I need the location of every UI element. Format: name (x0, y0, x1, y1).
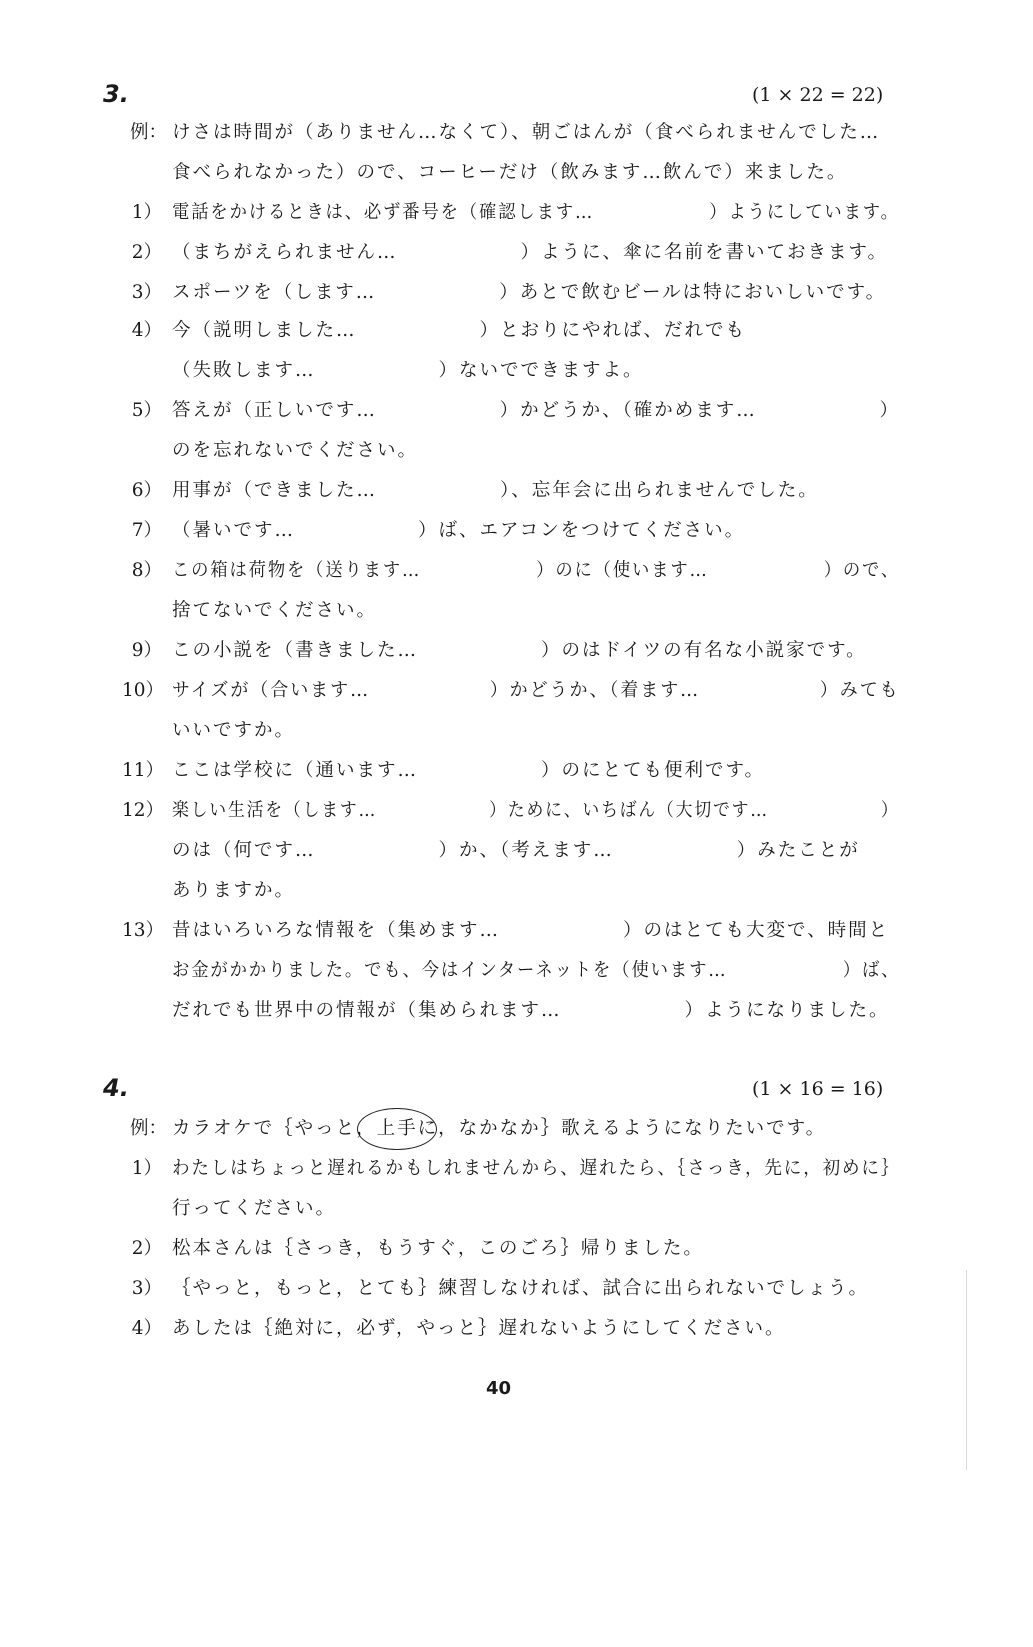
s3-item-3-number: 3） (131, 282, 162, 303)
s3-item-5-number: 5） (131, 400, 162, 421)
s3-item-10-number: 10） (122, 680, 165, 701)
s4-item-3-number: 3） (131, 1278, 162, 1299)
s4-item-3-line-1: ｛やっと，もっと，とても｝練習しなければ、試合に出られないでしょう。 (172, 1278, 870, 1299)
s3-item-4-line-2: （失敗します… ）ないでできますよ。 (172, 360, 644, 381)
section-3-number: 3. (103, 80, 129, 108)
s3-item-5-line-1: 答えが（正しいです… ）かどうか、（確かめます… ） (172, 400, 901, 421)
s4-item-2-number: 2） (131, 1238, 162, 1259)
s4-item-1-line-1: わたしはちょっと遅れるかもしれませんから、遅れたら、｛さっき，先に，初めに｝ (172, 1158, 901, 1179)
s4-item-2-line-1: 松本さんは｛さっき，もうすぐ，このごろ｝帰りました。 (172, 1238, 704, 1259)
s3-item-9-line-1: この小説を（書きました… ）のはドイツの有名な小説家です。 (172, 640, 867, 661)
s3-item-12-line-3: ありますか。 (172, 880, 296, 901)
page-number: 40 (486, 1378, 512, 1399)
s3-item-8-number: 8） (131, 560, 162, 581)
s3-item-11-line-1: ここは学校に（通います… ）のにとても便利です。 (172, 760, 766, 781)
s4-item-1-number: 1） (131, 1158, 162, 1179)
s3-item-4-line-1: 今（説明しました… ）とおりにやれば、だれでも (172, 320, 747, 341)
s3-item-2-number: 2） (131, 242, 162, 263)
s3-item-11-number: 11） (122, 760, 165, 781)
s3-item-13-line-2: お金がかかりました。でも、今はインターネットを（使います… ）ば、 (172, 960, 901, 981)
s3-item-13-line-3: だれでも世界中の情報が（集められます… ）ようになりました。 (172, 1000, 890, 1021)
s4-item-4-line-1: あしたは｛絶対に，必ず，やっと｝遅れないようにしてください。 (172, 1318, 786, 1339)
section-4-example-label: 例： (130, 1118, 168, 1139)
s3-item-13-number: 13） (122, 920, 165, 941)
s3-item-1-line-1: 電話をかけるときは、必ず番号を（確認します… ）ようにしています。 (172, 202, 900, 223)
s3-item-10-line-1: サイズが（合います… ）かどうか、（着ます… ）みても (172, 680, 900, 701)
section-4-number: 4. (103, 1074, 129, 1102)
s3-item-8-line-2: 捨てないでください。 (172, 600, 378, 621)
s3-item-7-number: 7） (131, 520, 162, 541)
s3-item-7-line-1: （暑いです… ）ば、エアコンをつけてください。 (172, 520, 746, 541)
section-4-example-line-1: カラオケで｛やっと，上手に，なかなか｝歌えるようになりたいです。 (172, 1118, 827, 1139)
s3-item-6-line-1: 用事が（できました… ）、忘年会に出られませんでした。 (172, 480, 819, 501)
s3-item-8-line-1: この箱は荷物を（送ります… ）のに（使います… ）ので、 (172, 560, 901, 581)
s3-item-12-line-2: のは（何です… ）か、（考えます… ）みたことが (172, 840, 860, 861)
s3-item-12-number: 12） (122, 800, 165, 821)
section-3-example-line-1: けさは時間が（ありません…なくて）、朝ごはんが（食べられませんでした… (172, 122, 881, 143)
s3-item-5-line-2: のを忘れないでください。 (172, 440, 419, 461)
s3-item-6-number: 6） (131, 480, 162, 501)
s3-item-13-line-1: 昔はいろいろな情報を（集めます… ）のはとても大変で、時間と (172, 920, 890, 941)
s3-item-1-number: 1） (131, 202, 162, 223)
s3-item-12-line-1: 楽しい生活を（します… ）ために、いちばん（大切です… ） (172, 800, 900, 821)
section-3-score: (1 × 22 = 22) (752, 84, 884, 106)
answer-circle (357, 1108, 437, 1150)
s3-item-4-number: 4） (131, 320, 162, 341)
scan-edge-shadow (966, 1270, 967, 1470)
s3-item-10-line-2: いいですか。 (172, 720, 296, 741)
section-4-score: (1 × 16 = 16) (752, 1078, 884, 1100)
s4-item-4-number: 4） (131, 1318, 162, 1339)
s3-item-3-line-1: スポーツを（します… ）あとで飲むビールは特においしいです。 (172, 282, 887, 303)
section-3-example-label: 例： (130, 122, 168, 143)
section-3-example-line-2: 食べられなかった）ので、コーヒーだけ（飲みます…飲んで）来ました。 (172, 162, 848, 183)
s4-item-1-line-2: 行ってください。 (172, 1198, 337, 1219)
s3-item-9-number: 9） (131, 640, 162, 661)
s3-item-2-line-1: （まちがえられません… ）ように、傘に名前を書いておきます。 (172, 242, 889, 263)
